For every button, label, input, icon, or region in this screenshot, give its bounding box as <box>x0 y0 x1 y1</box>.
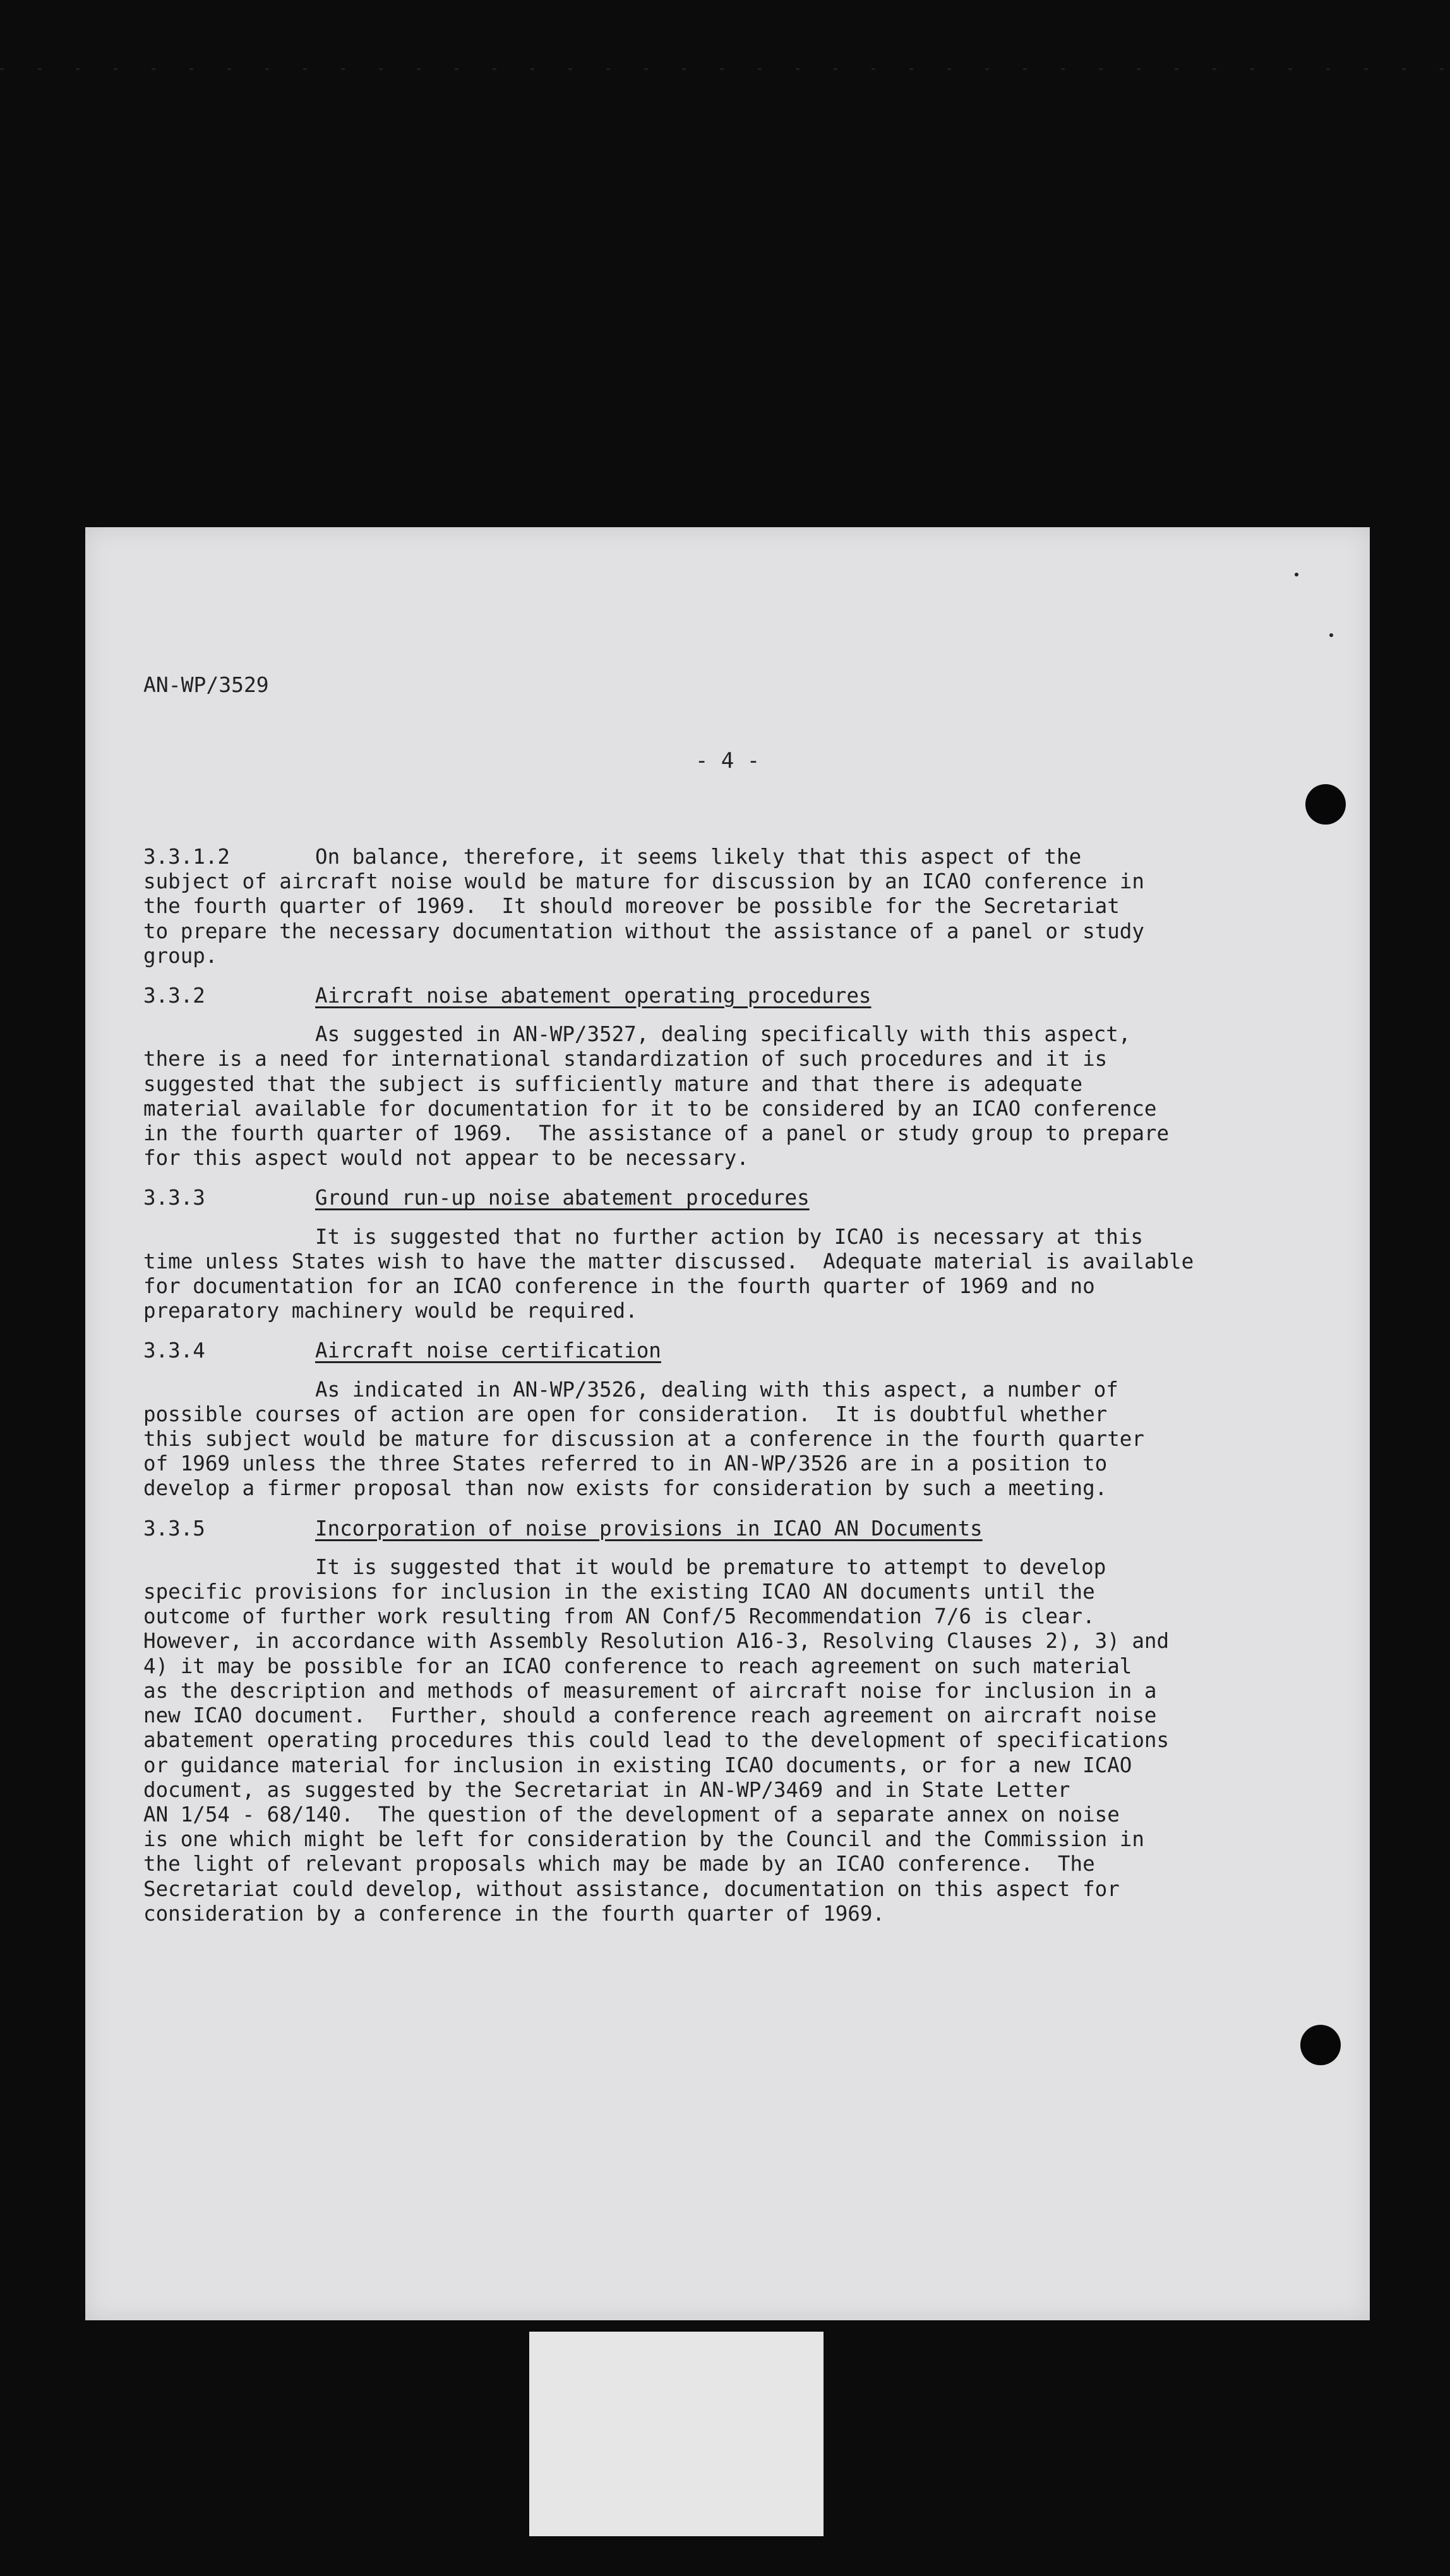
paragraph-line: develop a firmer proposal than now exists for consideration by such a meeting. <box>143 1476 1108 1501</box>
paragraph-line: new ICAO document. Further, should a conference reach agreement on aircraft noise <box>143 1703 1157 1728</box>
paragraph-line: for documentation for an ICAO conference in the fourth quarter of 1969 and no <box>143 1274 1095 1299</box>
paragraph-line: 4) it may be possible for an ICAO conference to reach agreement on such material <box>143 1654 1132 1678</box>
paragraph-line: specific provisions for inclusion in the existing ICAO AN documents until the <box>143 1580 1095 1604</box>
section-heading <box>143 984 1305 1008</box>
paragraph-line: of 1969 unless the three States referred to in AN-WP/3526 are in a position to <box>143 1452 1108 1476</box>
paragraph-line: group. <box>143 943 218 968</box>
scan-speck <box>1329 633 1333 637</box>
section-3-3-5 <box>143 1517 1305 1926</box>
paragraph-line: is one which might be left for consideration by the Council and the Commission in <box>143 1827 1144 1852</box>
blank-label-card <box>529 2332 824 2536</box>
section-number: 3.3.1.2 <box>143 845 230 869</box>
section-3-3-1-2 <box>143 845 1305 969</box>
paragraph-line: for this aspect would not appear to be necessary. <box>143 1146 749 1171</box>
paragraph-line: the light of relevant proposals which may be made by an ICAO conference. The <box>143 1852 1095 1876</box>
paragraph-line: As indicated in AN-WP/3526, dealing with this aspect, a number of <box>315 1377 1118 1402</box>
paragraph-line: However, in accordance with Assembly Resolution A16-3, Resolving Clauses 2), 3) and <box>143 1629 1170 1654</box>
section-title: Aircraft noise abatement operating procedures <box>315 984 872 1008</box>
section-3-3-2 <box>143 984 1305 1171</box>
section-title: Ground run-up noise abatement procedures <box>315 1186 810 1210</box>
section-heading <box>143 1517 1305 1541</box>
film-edge-speckle <box>0 68 1450 70</box>
section-title: Incorporation of noise provisions in ICAO AN Documents <box>315 1516 983 1541</box>
paragraph-line: consideration by a conference in the fourth quarter of 1969. <box>143 1901 885 1926</box>
paragraph-line <box>143 845 1305 869</box>
document-body <box>143 845 1305 1926</box>
paragraph-line: possible courses of action are open for consideration. It is doubtful whether <box>143 1402 1108 1426</box>
paragraph-line: AN 1/54 - 68/140. The question of the development of a separate annex on noise <box>143 1802 1120 1827</box>
scan-speck <box>1295 573 1298 576</box>
section-number: 3.3.5 <box>143 1516 205 1541</box>
paragraph-line: this subject would be mature for discussion at a conference in the fourth quarter <box>143 1427 1144 1452</box>
paragraph-line: as the description and methods of measurement of aircraft noise for inclusion in a <box>143 1678 1157 1703</box>
section-heading <box>143 1339 1305 1363</box>
paragraph-line: to prepare the necessary documentation without the assistance of a panel or study <box>143 919 1144 943</box>
section-heading <box>143 1186 1305 1210</box>
paragraph-line: the fourth quarter of 1969. It should moreover be possible for the Secretariat <box>143 894 1120 919</box>
paragraph-line: Secretariat could develop, without assistance, documentation on this aspect for <box>143 1876 1120 1901</box>
section-number: 3.3.3 <box>143 1186 205 1210</box>
section-3-3-4 <box>143 1339 1305 1501</box>
paragraph-text: On balance, therefore, it seems likely that this aspect of the <box>315 845 1082 869</box>
paragraph-line: in the fourth quarter of 1969. The assistance of a panel or study group to prepare <box>143 1121 1170 1146</box>
page-number: - 4 - <box>695 748 760 773</box>
punch-hole-top <box>1305 784 1346 825</box>
section-number: 3.3.2 <box>143 984 205 1008</box>
paragraph-line: there is a need for international standardization of such procedures and it is <box>143 1047 1108 1071</box>
paragraph-line: subject of aircraft noise would be mature for discussion by an ICAO conference in <box>143 869 1144 894</box>
paragraph-line: or guidance material for inclusion in existing ICAO documents, or for a new ICAO <box>143 1753 1132 1777</box>
paragraph-line: outcome of further work resulting from AN Conf/5 Recommendation 7/6 is clear. <box>143 1604 1095 1629</box>
paragraph-line: material available for documentation for it to be considered by an ICAO conference <box>143 1096 1157 1121</box>
punch-hole-bottom <box>1300 2025 1341 2065</box>
paragraph-line: As suggested in AN-WP/3527, dealing specifically with this aspect, <box>315 1022 1131 1047</box>
paragraph-line: suggested that the subject is sufficiently mature and that there is adequate <box>143 1071 1083 1096</box>
document-page <box>85 527 1370 2320</box>
paragraph-line: It is suggested that it would be premature to attempt to develop <box>315 1554 1106 1579</box>
document-reference: AN-WP/3529 <box>143 672 269 697</box>
section-3-3-3 <box>143 1186 1305 1323</box>
paragraph-line: time unless States wish to have the matter discussed. Adequate material is available <box>143 1249 1194 1273</box>
paragraph-line: abatement operating procedures this could lead to the development of specifications <box>143 1728 1170 1753</box>
section-number: 3.3.4 <box>143 1339 205 1363</box>
paragraph-line: It is suggested that no further action by ICAO is necessary at this <box>315 1224 1143 1249</box>
section-title: Aircraft noise certification <box>315 1339 661 1363</box>
paragraph-line: document, as suggested by the Secretariat in AN-WP/3469 and in State Letter <box>143 1777 1070 1802</box>
paragraph-line: preparatory machinery would be required. <box>143 1299 638 1323</box>
